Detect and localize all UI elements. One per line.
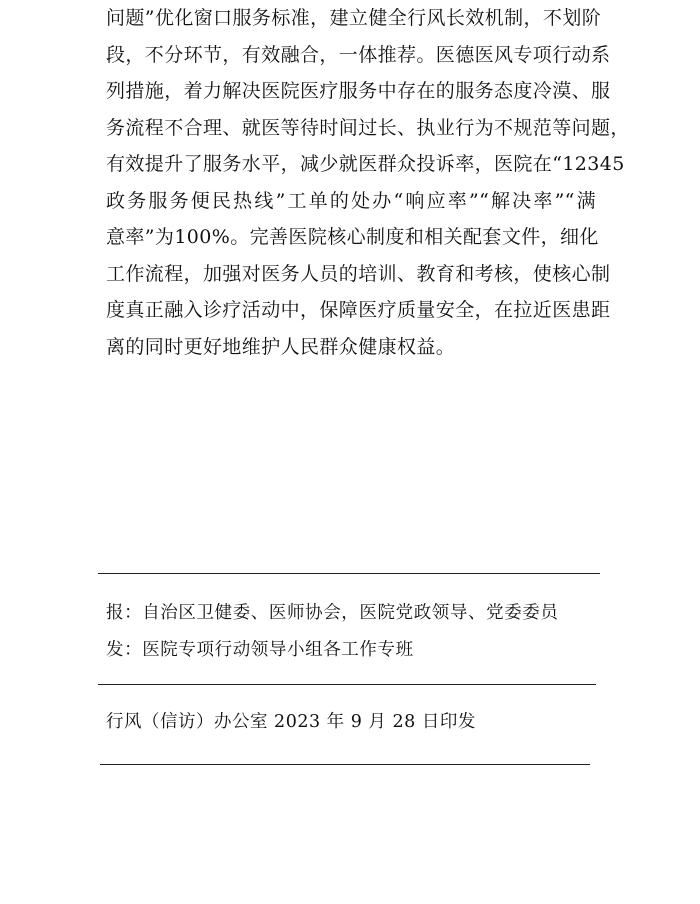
body-line-8: 工作流程，加强对医务人员的培训、教育和考核，使核心制 [106, 262, 611, 285]
divider-top [98, 573, 600, 574]
body-line-10: 离的同时更好地维护人民群众健康权益。 [106, 335, 456, 358]
send-to-line: 发：医院专项行动领导小组各工作专班 [106, 640, 414, 660]
issuance-line: 行风（信访）办公室 2023 年 9 月 28 日印发 [106, 712, 476, 732]
body-line-3: 列措施，着力解决医院医疗服务中存在的服务态度冷漠、服 [106, 80, 611, 102]
body-line-6: 政务服务便民热线”工单的处办“响应率”“解决率”“满 [106, 189, 596, 212]
body-line-2: 段，不分环节，有效融合，一体推荐。医德医风专项行动系 [106, 43, 611, 66]
divider-middle [98, 684, 596, 685]
body-line-9: 度真正融入诊疗活动中，保障医疗质量安全，在拉近医患距 [106, 299, 611, 321]
body-line-7: 意率”为100%。完善医院核心制度和相关配套文件，细化 [106, 226, 599, 248]
body-line-1: 问题”优化窗口服务标准，建立健全行风长效机制，不划阶 [106, 7, 602, 29]
body-line-5: 有效提升了服务水平，减少就医群众投诉率，医院在“12345 [106, 153, 625, 175]
body-text [106, 0, 630, 365]
report-to-line: 报：自治区卫健委、医师协会，医院党政领导、党委委员 [106, 603, 559, 623]
divider-bottom [100, 764, 590, 765]
body-line-4: 务流程不合理、就医等待时间过长、执业行为不规范等问题， [106, 116, 630, 139]
